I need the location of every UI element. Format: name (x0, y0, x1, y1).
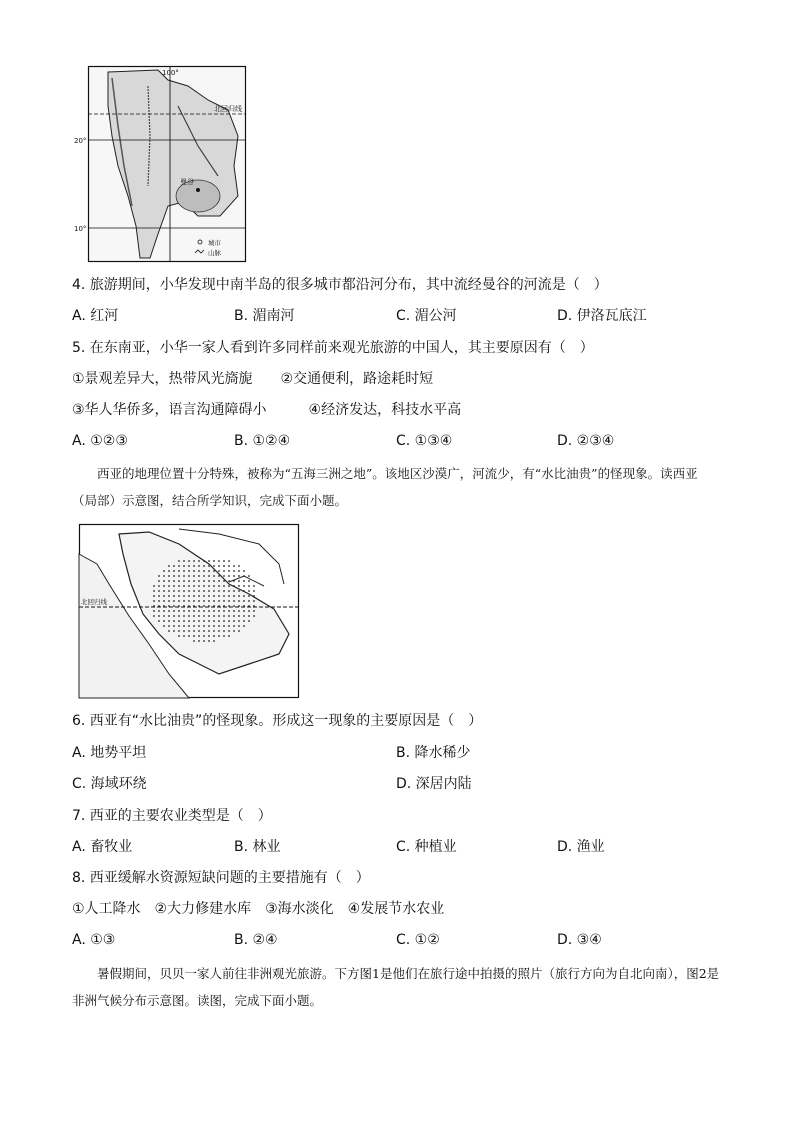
q8-option-c[interactable]: C. ①② (396, 932, 440, 948)
q4-option-d[interactable]: D. 伊洛瓦底江 (557, 308, 647, 324)
q8-items: ①人工降水 ②大力修建水库 ③海水淡化 ④发展节水农业 (72, 901, 445, 917)
west-asia-map (79, 524, 299, 698)
q7-option-a[interactable]: A. 畜牧业 (72, 839, 133, 855)
q5-stem: 5. 在东南亚，小华一家人看到许多同样前来观光旅游的中国人，其主要原因有（ ） (72, 340, 594, 356)
tropic-label-map2: 北回归线 (81, 598, 107, 606)
q6-option-b[interactable]: B. 降水稀少 (396, 745, 471, 761)
q5-items-line2: ③华人华侨多，语言沟通障碍小 ④经济发达，科技水平高 (72, 402, 462, 418)
q5-option-a[interactable]: A. ①②③ (72, 433, 128, 449)
tropic-label: 北回归线 (214, 105, 242, 113)
q7-stem: 7. 西亚的主要农业类型是（ ） (72, 808, 272, 824)
q5-option-d[interactable]: D. ②③④ (557, 433, 615, 449)
lat-20-label: 20° (74, 137, 87, 145)
q8-stem: 8. 西亚缓解水资源短缺问题的主要措施有（ ） (72, 870, 370, 886)
lat-10-label: 10° (74, 225, 87, 233)
bangkok-city-icon (196, 188, 200, 192)
q8-option-d[interactable]: D. ③④ (557, 932, 602, 948)
q8-option-b[interactable]: B. ②④ (234, 932, 278, 948)
q4-option-c[interactable]: C. 湄公河 (396, 308, 457, 324)
q4-option-a[interactable]: A. 红河 (72, 308, 119, 324)
lon-100-label: 100° (162, 69, 179, 77)
legend-city-label: 城市 (208, 239, 221, 247)
q5-items-line1: ①景观差异大，热带风光旖旎 ②交通便利，路途耗时短 (72, 371, 434, 387)
bangkok-label: 曼谷 (180, 178, 194, 186)
q6-stem: 6. 西亚有“水比油贵”的怪现象。形成这一现象的主要原因是（ ） (72, 713, 483, 729)
passage-west-asia: 西亚的地理位置十分特殊，被称为“五海三洲之地”。该地区沙漠广，河流少，有“水比油贵”的怪现象。读西亚（局部）示意图，结合所学知识，完成下面小题。 (72, 466, 698, 508)
q7-option-c[interactable]: C. 种植业 (396, 839, 457, 855)
passage-africa: 暑假期间，贝贝一家人前往非洲观光旅游。下方图1是他们在旅行途中拍摄的照片（旅行方向为自北向南），图2是非洲气候分布示意图。读图，完成下面小题。 (72, 966, 720, 1008)
q6-option-d[interactable]: D. 深居内陆 (396, 776, 472, 792)
q6-option-c[interactable]: C. 海域环绕 (72, 776, 147, 792)
q8-option-a[interactable]: A. ①③ (72, 932, 116, 948)
legend-mountain-label: 山脉 (208, 249, 221, 257)
q7-option-d[interactable]: D. 渔业 (557, 839, 605, 855)
q4-option-b[interactable]: B. 湄南河 (234, 308, 295, 324)
q7-option-b[interactable]: B. 林业 (234, 839, 281, 855)
q5-option-b[interactable]: B. ①②④ (234, 433, 291, 449)
q5-option-c[interactable]: C. ①③④ (396, 433, 453, 449)
q4-stem: 4. 旅游期间，小华发现中南半岛的很多城市都沿河分布，其中流经曼谷的河流是（ ） (72, 277, 608, 293)
q6-option-a[interactable]: A. 地势平坦 (72, 745, 147, 761)
indochina-map (74, 66, 246, 262)
